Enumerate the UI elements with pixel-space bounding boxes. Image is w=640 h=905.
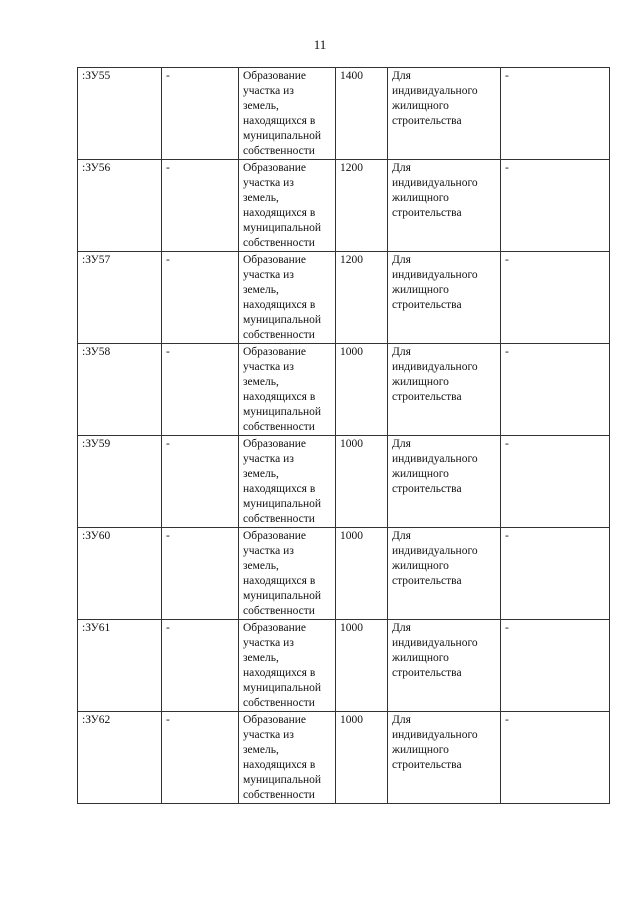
blank-dash-cell: - — [501, 436, 610, 528]
area-cell: 1000 — [336, 344, 388, 436]
plot-id-cell: :ЗУ59 — [78, 436, 162, 528]
area-cell: 1000 — [336, 528, 388, 620]
table-row — [78, 160, 610, 252]
area-cell: 1000 — [336, 620, 388, 712]
blank-dash-cell: - — [162, 436, 239, 528]
formation-method-cell: Образование участка из земель, находящихся в муниципальной собственности — [239, 528, 336, 620]
blank-dash-cell: - — [162, 528, 239, 620]
plot-id-cell: :ЗУ58 — [78, 344, 162, 436]
blank-dash-cell: - — [501, 160, 610, 252]
table-row — [78, 436, 610, 528]
blank-dash-cell: - — [162, 68, 239, 160]
permitted-use-cell: Для индивидуального жилищного строительства — [388, 160, 501, 252]
table-body — [78, 68, 610, 804]
area-cell: 1200 — [336, 252, 388, 344]
area-cell: 1200 — [336, 160, 388, 252]
plot-id-cell: :ЗУ61 — [78, 620, 162, 712]
table-row — [78, 252, 610, 344]
area-cell: 1000 — [336, 436, 388, 528]
permitted-use-cell: Для индивидуального жилищного строительства — [388, 68, 501, 160]
table-row — [78, 344, 610, 436]
blank-dash-cell: - — [162, 252, 239, 344]
blank-dash-cell: - — [501, 620, 610, 712]
table-row — [78, 68, 610, 160]
blank-dash-cell: - — [162, 344, 239, 436]
permitted-use-cell: Для индивидуального жилищного строительства — [388, 620, 501, 712]
blank-dash-cell: - — [162, 712, 239, 804]
permitted-use-cell: Для индивидуального жилищного строительства — [388, 344, 501, 436]
blank-dash-cell: - — [501, 528, 610, 620]
formation-method-cell: Образование участка из земель, находящихся в муниципальной собственности — [239, 252, 336, 344]
formation-method-cell: Образование участка из земель, находящихся в муниципальной собственности — [239, 712, 336, 804]
formation-method-cell: Образование участка из земель, находящихся в муниципальной собственности — [239, 620, 336, 712]
plot-id-cell: :ЗУ55 — [78, 68, 162, 160]
table-row — [78, 712, 610, 804]
blank-dash-cell: - — [501, 712, 610, 804]
land-plots-table — [77, 67, 610, 804]
blank-dash-cell: - — [162, 620, 239, 712]
permitted-use-cell: Для индивидуального жилищного строительства — [388, 436, 501, 528]
formation-method-cell: Образование участка из земель, находящихся в муниципальной собственности — [239, 68, 336, 160]
permitted-use-cell: Для индивидуального жилищного строительства — [388, 252, 501, 344]
table-row — [78, 528, 610, 620]
blank-dash-cell: - — [501, 68, 610, 160]
plot-id-cell: :ЗУ56 — [78, 160, 162, 252]
blank-dash-cell: - — [501, 344, 610, 436]
formation-method-cell: Образование участка из земель, находящихся в муниципальной собственности — [239, 344, 336, 436]
area-cell: 1000 — [336, 712, 388, 804]
plot-id-cell: :ЗУ62 — [78, 712, 162, 804]
page-number: 11 — [313, 37, 327, 52]
plot-id-cell: :ЗУ57 — [78, 252, 162, 344]
formation-method-cell: Образование участка из земель, находящихся в муниципальной собственности — [239, 160, 336, 252]
permitted-use-cell: Для индивидуального жилищного строительства — [388, 712, 501, 804]
table-row — [78, 620, 610, 712]
blank-dash-cell: - — [162, 160, 239, 252]
plot-id-cell: :ЗУ60 — [78, 528, 162, 620]
blank-dash-cell: - — [501, 252, 610, 344]
formation-method-cell: Образование участка из земель, находящихся в муниципальной собственности — [239, 436, 336, 528]
permitted-use-cell: Для индивидуального жилищного строительства — [388, 528, 501, 620]
area-cell: 1400 — [336, 68, 388, 160]
